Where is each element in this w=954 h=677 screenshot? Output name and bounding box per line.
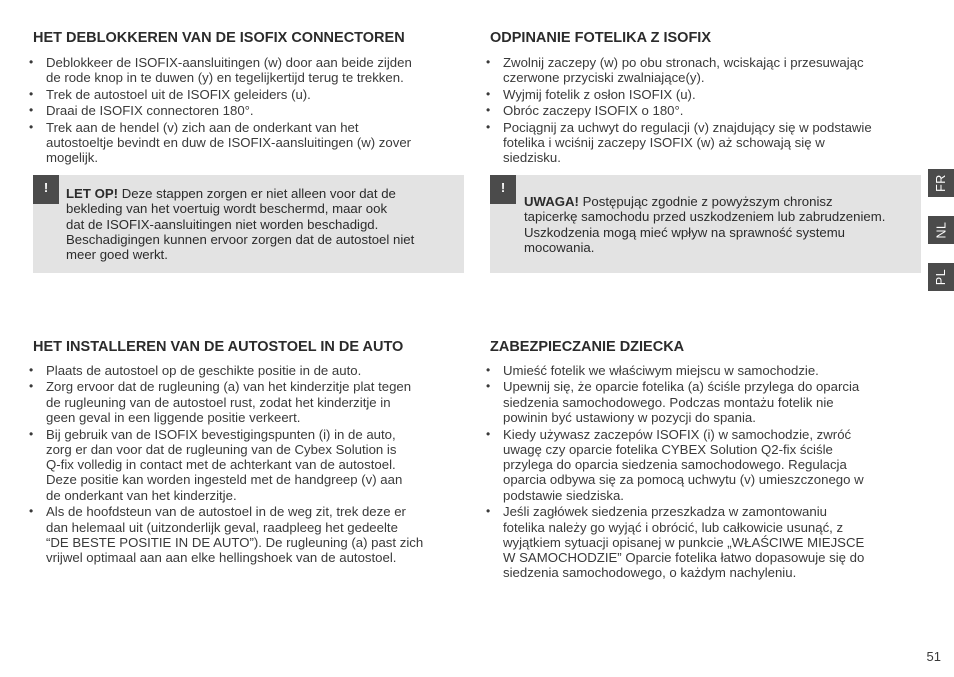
language-tab-pl[interactable]: PL xyxy=(928,263,954,291)
list-pl-isofix xyxy=(490,55,925,167)
list-item: • Draai de ISOFIX connectoren 180°. xyxy=(33,103,473,118)
list-item: • Kiedy używasz zaczepów ISOFIX (i) w samochodzie, zwróć uwagę czy oparcie fotelika CYBEX Solution Q2-fix ściśle przylega do oparcia siedzenia samochodowego. Regulacja oparcia odbywa się za pomocą uchwytu (v) umieszczonego w podstawie siedziska. xyxy=(490,427,925,503)
list-item: • Bij gebruik van de ISOFIX bevestigingspunten (i) in de auto, zorg er dan voor dat de rugleuning van de Cybex Solution is Q-fix volledig in contact met de achterkant van de autostoel. Deze positie kan worden ingesteld met de handgreep (v) aan de onderkant van het kinderzitje. xyxy=(33,427,473,503)
warning-label: LET OP! xyxy=(66,186,119,201)
warning-label: UWAGA! xyxy=(524,194,579,209)
warning-text-nl xyxy=(66,186,461,262)
list-item: • Zorg ervoor dat de rugleuning (a) van het kinderzitje plat tegen de rugleuning van de autostoel rust, zodat het kinderzitje in geen geval in een liggende positie verkeert. xyxy=(33,379,473,425)
language-tab-fr[interactable]: FR xyxy=(928,169,954,197)
warning-text-pl xyxy=(524,194,919,255)
list-item: • Deblokkeer de ISOFIX-aansluitingen (w) door aan beide zijden de rode knop in te duwen (y) en tegelijkertijd terug te trekken. xyxy=(33,55,473,86)
warning-icon: ! xyxy=(33,175,59,204)
list-item: • Jeśli zagłówek siedzenia przeszkadza w zamontowaniu fotelika należy go wyjąć i obrócić, lub całkowicie usunąć, z wyjątkiem sytuacji opisanej w punkcie „WŁAŚCIWE MIEJSCE W SAMOCHODZIE” Oparcie fotelika łatwo dopasowuje się do siedzenia samochodowego, o każdym nachyleniu. xyxy=(490,504,925,580)
list-item: • Wyjmij fotelik z osłon ISOFIX (u). xyxy=(490,87,925,102)
list-item: • Trek aan de hendel (v) zich aan de onderkant van het autostoeltje bevindt en duw de ISOFIX-aansluitingen (w) zover mogelijk. xyxy=(33,120,473,166)
list-item: • Upewnij się, że oparcie fotelika (a) ściśle przylega do oparcia siedzenia samochodowego. Podczas montażu fotelik nie powinin być ustawiony w pozycji do spania. xyxy=(490,379,925,425)
warning-box-pl xyxy=(490,175,921,273)
warning-body: Postępując zgodnie z powyższym chronisz tapicerkę samochodu przed uszkodzeniem lub zabrudzeniem. Uszkodzenia mogą mieć wpływ na sprawność systemu mocowania. xyxy=(524,194,886,255)
list-nl-install xyxy=(33,363,473,567)
list-item: • Zwolnij zaczepy (w) po obu stronach, wciskając i przesuwając czerwone przyciski zwalniające(y). xyxy=(490,55,925,86)
warning-box-nl xyxy=(33,175,464,273)
page-number: 51 xyxy=(926,649,941,664)
language-tab-nl[interactable]: NL xyxy=(928,216,954,244)
heading-pl-isofix: ODPINANIE FOTELIKA Z ISOFIX xyxy=(490,30,711,46)
list-item: • Umieść fotelik we właściwym miejscu w samochodzie. xyxy=(490,363,925,378)
list-item: • Obróc zaczepy ISOFIX o 180°. xyxy=(490,103,925,118)
heading-nl-isofix: HET DEBLOKKEREN VAN DE ISOFIX CONNECTOREN xyxy=(33,30,405,46)
list-item: • Pociągnij za uchwyt do regulacji (v) znajdujący się w podstawie fotelika i wciśnij zaczepy ISOFIX (w) aż schowają się w siedzisku. xyxy=(490,120,925,166)
heading-nl-install: HET INSTALLEREN VAN DE AUTOSTOEL IN DE AUTO xyxy=(33,339,404,355)
heading-pl-child: ZABEZPIECZANIE DZIECKA xyxy=(490,339,685,355)
warning-icon: ! xyxy=(490,175,516,204)
list-pl-child xyxy=(490,363,925,582)
list-item: • Trek de autostoel uit de ISOFIX geleiders (u). xyxy=(33,87,473,102)
warning-body: Deze stappen zorgen er niet alleen voor dat de bekleding van het voertuig wordt beschermd, maar ook dat de ISOFIX-aansluitingen niet worden beschadigd. Beschadigingen kunnen ervoor zorgen dat de autostoel niet meer goed werkt. xyxy=(66,186,415,263)
list-nl-isofix xyxy=(33,55,473,167)
list-item: • Als de hoofdsteun van de autostoel in de weg zit, trek deze er dan helemaal uit (uitzonderlijk geval, raadpleeg het gedeelte “DE BESTE POSITIE IN DE AUTO”). De rugleuning (a) past zich vrijwel optimaal aan aan elke hellingshoek van de autostoel. xyxy=(33,504,473,565)
list-item: • Plaats de autostoel op de geschikte positie in de auto. xyxy=(33,363,473,378)
